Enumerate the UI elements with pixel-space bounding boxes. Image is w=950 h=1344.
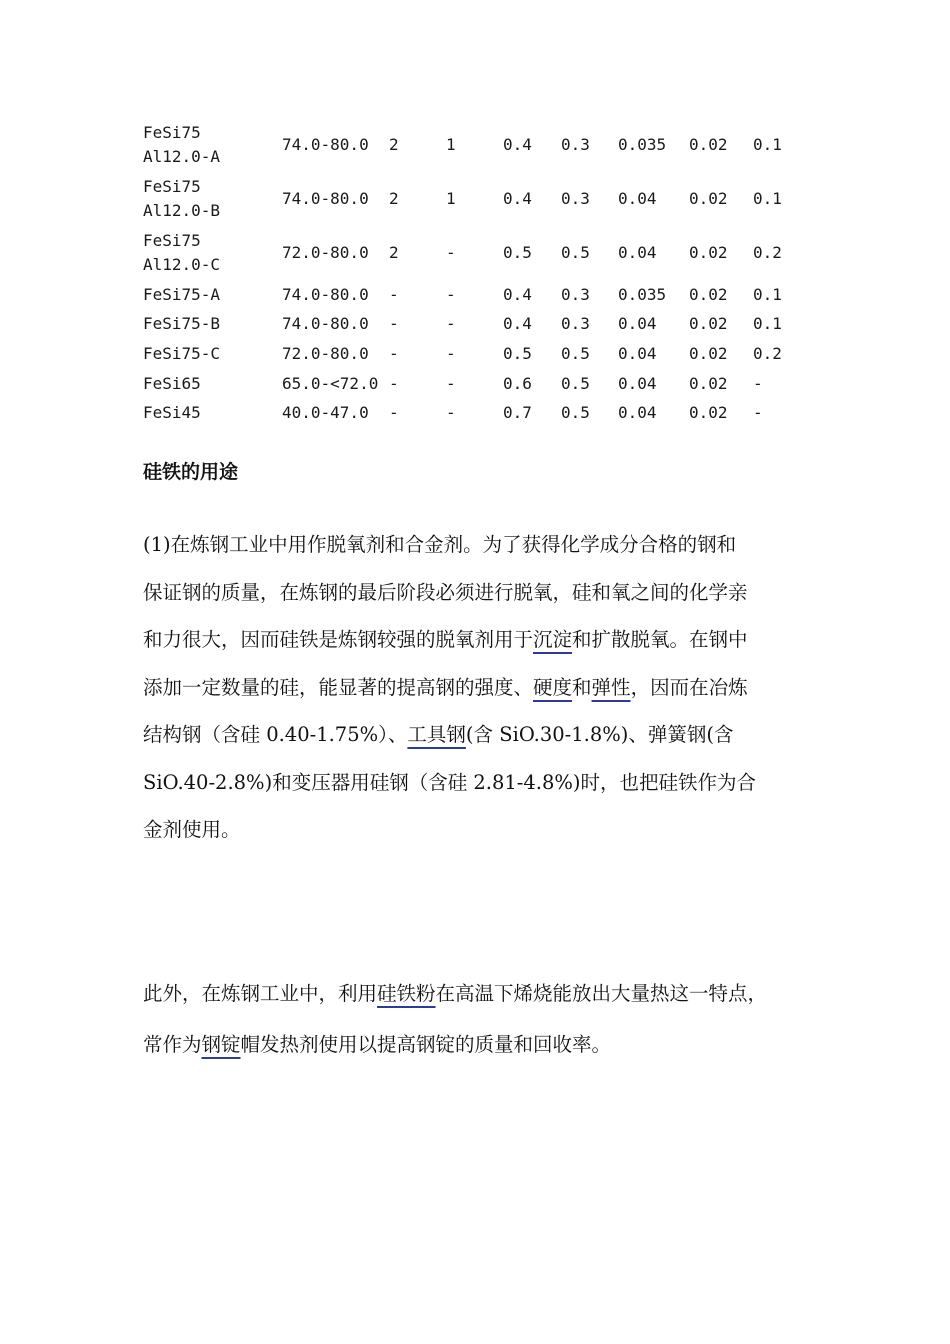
table-cell: -: [446, 403, 456, 423]
table-cell: 0.035: [618, 284, 667, 304]
table-cell: 0.02: [689, 343, 728, 363]
table-cell: -: [753, 403, 763, 423]
table-cell: 0.2: [753, 243, 782, 262]
table-cell: 0.3: [561, 284, 590, 304]
link-precipitation[interactable]: 沉淀: [533, 628, 573, 651]
table-row: [143, 339, 793, 369]
grade-label: Al12.0-B: [143, 201, 221, 220]
table-cell: -: [446, 373, 456, 393]
table-cell: -: [446, 284, 456, 304]
table-cell: 0.5: [561, 243, 590, 262]
table-cell: 74.0-80.0: [282, 135, 369, 154]
table-cell: 0.5: [503, 343, 532, 363]
paragraph-heating-agent-usage: [143, 968, 823, 1070]
table-cell: 0.1: [753, 135, 782, 154]
table-cell: 0.02: [689, 403, 728, 423]
text-segment: 常作为: [143, 1033, 202, 1056]
table-cell: 0.04: [618, 314, 657, 334]
table-row: [143, 398, 793, 428]
table-row: [143, 310, 793, 340]
paragraph-line: 金剂使用。: [143, 818, 241, 841]
text-segment: 此外，在炼钢工业中，利用: [143, 982, 378, 1005]
table-cell: 74.0-80.0: [282, 189, 369, 208]
table-cell: 2: [389, 135, 399, 154]
text-segment: 结构钢（含硅 0.40-1.75%）、: [143, 723, 408, 746]
ferrosilicon-grade-table: [143, 118, 793, 428]
table-cell: 0.6: [503, 373, 532, 393]
link-steel-ingot[interactable]: 钢锭: [201, 1033, 241, 1056]
table-cell: 0.1: [753, 189, 782, 208]
table-row: [143, 280, 793, 310]
paragraph-line: [143, 1019, 823, 1070]
table-cell: -: [446, 314, 456, 334]
table-cell: 0.1: [753, 314, 782, 334]
table-cell: 0.2: [753, 343, 782, 363]
table-cell: 0.3: [561, 135, 590, 154]
table-cell: 0.04: [618, 403, 657, 423]
section-heading: 硅铁的用途: [143, 461, 239, 483]
table-cell: -: [389, 403, 399, 423]
table-cell: 0.035: [618, 135, 667, 154]
paragraph-line: SiO.40-2.8%)和变压器用硅钢（含硅 2.81-4.8%)时，也把硅铁作为合: [143, 770, 757, 794]
grade-cell: [143, 280, 282, 310]
table-cell: 40.0-47.0: [282, 403, 369, 423]
table-cell: 1: [446, 189, 456, 208]
table-cell: -: [446, 243, 456, 262]
paragraph-line: [143, 664, 823, 712]
table-cell: 0.5: [561, 373, 590, 393]
table-cell: -: [753, 373, 763, 393]
table-body: [143, 118, 793, 428]
grade-cell: [143, 398, 282, 428]
link-tool-steel[interactable]: 工具钢: [407, 723, 466, 746]
table-cell: 0.1: [753, 284, 782, 304]
paragraph-deoxidizer-usage: [143, 521, 823, 854]
table-cell: 0.04: [618, 189, 657, 208]
table-cell: 0.4: [503, 284, 532, 304]
paragraph-line: [143, 616, 823, 664]
paragraph-line: 保证钢的质量，在炼钢的最后阶段必须进行脱氧，硅和氧之间的化学亲: [143, 580, 748, 604]
text-segment: 和: [572, 675, 592, 699]
table-cell: -: [389, 284, 399, 304]
grade-label: FeSi75-B: [143, 314, 221, 334]
paragraph-line: [143, 711, 823, 759]
table-cell: 74.0-80.0: [282, 284, 369, 304]
table-cell: 0.7: [503, 403, 532, 423]
link-hardness[interactable]: 硬度: [533, 675, 573, 699]
table-cell: 2: [389, 243, 399, 262]
table-cell: 0.02: [689, 284, 728, 304]
grade-label: Al12.0-A: [143, 147, 221, 166]
table-cell: 0.02: [689, 243, 728, 262]
table-cell: 0.5: [503, 243, 532, 262]
link-ferrosilicon-powder[interactable]: 硅铁粉: [377, 982, 436, 1005]
text-segment: ，因而在冶炼: [630, 675, 748, 699]
grade-label: Al12.0-C: [143, 255, 221, 274]
grade-cell: [143, 172, 282, 226]
table-cell: 0.4: [503, 189, 532, 208]
table-cell: 0.04: [618, 243, 657, 262]
table-cell: 0.4: [503, 314, 532, 334]
table-cell: 2: [389, 189, 399, 208]
table-cell: -: [389, 373, 399, 393]
table-cell: 0.5: [561, 403, 590, 423]
table-cell: -: [389, 314, 399, 334]
table-cell: 0.3: [561, 314, 590, 334]
grade-label: FeSi65: [143, 373, 201, 393]
grade-cell: [143, 310, 282, 340]
paragraph-line: (1)在炼钢工业中用作脱氧剂和合金剂。为了获得化学成分合格的钢和: [143, 533, 737, 556]
table-cell: -: [389, 343, 399, 363]
text-segment: 和扩散脱氧。在钢中: [572, 628, 748, 651]
table-row: [143, 226, 793, 280]
table-row: [143, 369, 793, 399]
table-cell: 0.04: [618, 373, 657, 393]
table-cell: 0.02: [689, 189, 728, 208]
table-cell: 0.3: [561, 189, 590, 208]
grade-cell: [143, 226, 282, 280]
grade-label: FeSi75: [143, 231, 201, 250]
table-cell: 0.02: [689, 135, 728, 154]
table-cell: 74.0-80.0: [282, 314, 369, 334]
table-cell: 72.0-80.0: [282, 343, 369, 363]
table-cell: 0.4: [503, 135, 532, 154]
grade-cell: [143, 339, 282, 369]
grade-cell: [143, 369, 282, 399]
table-cell: 65.0-<72.0: [282, 373, 379, 393]
table-cell: 1: [446, 135, 456, 154]
table-row: [143, 118, 793, 172]
table-cell: 0.04: [618, 343, 657, 363]
table-cell: 72.0-80.0: [282, 243, 369, 262]
table-row: [143, 172, 793, 226]
table-cell: -: [446, 343, 456, 363]
text-segment: 帽发热剂使用以提高钢锭的质量和回收率。: [240, 1033, 612, 1056]
text-segment: (含 SiO.30-1.8%)、弹簧钢(含: [465, 723, 734, 746]
grade-label: FeSi45: [143, 403, 201, 423]
grade-cell: [143, 118, 282, 172]
table-cell: 0.02: [689, 314, 728, 334]
table-cell: 0.02: [689, 373, 728, 393]
grade-label: FeSi75-A: [143, 284, 221, 304]
grade-label: FeSi75: [143, 123, 201, 142]
paragraph-line: [143, 968, 823, 1019]
text-segment: 在高温下烯烧能放出大量热这一特点，: [435, 982, 768, 1005]
link-elasticity[interactable]: 弹性: [591, 675, 631, 699]
grade-label: FeSi75-C: [143, 343, 221, 363]
table-cell: 0.5: [561, 343, 590, 363]
text-segment: 和力很大，因而硅铁是炼钢较强的脱氧剂用于: [143, 628, 534, 651]
grade-label: FeSi75: [143, 177, 201, 196]
text-segment: 添加一定数量的硅，能显著的提高钢的强度、: [143, 675, 534, 699]
